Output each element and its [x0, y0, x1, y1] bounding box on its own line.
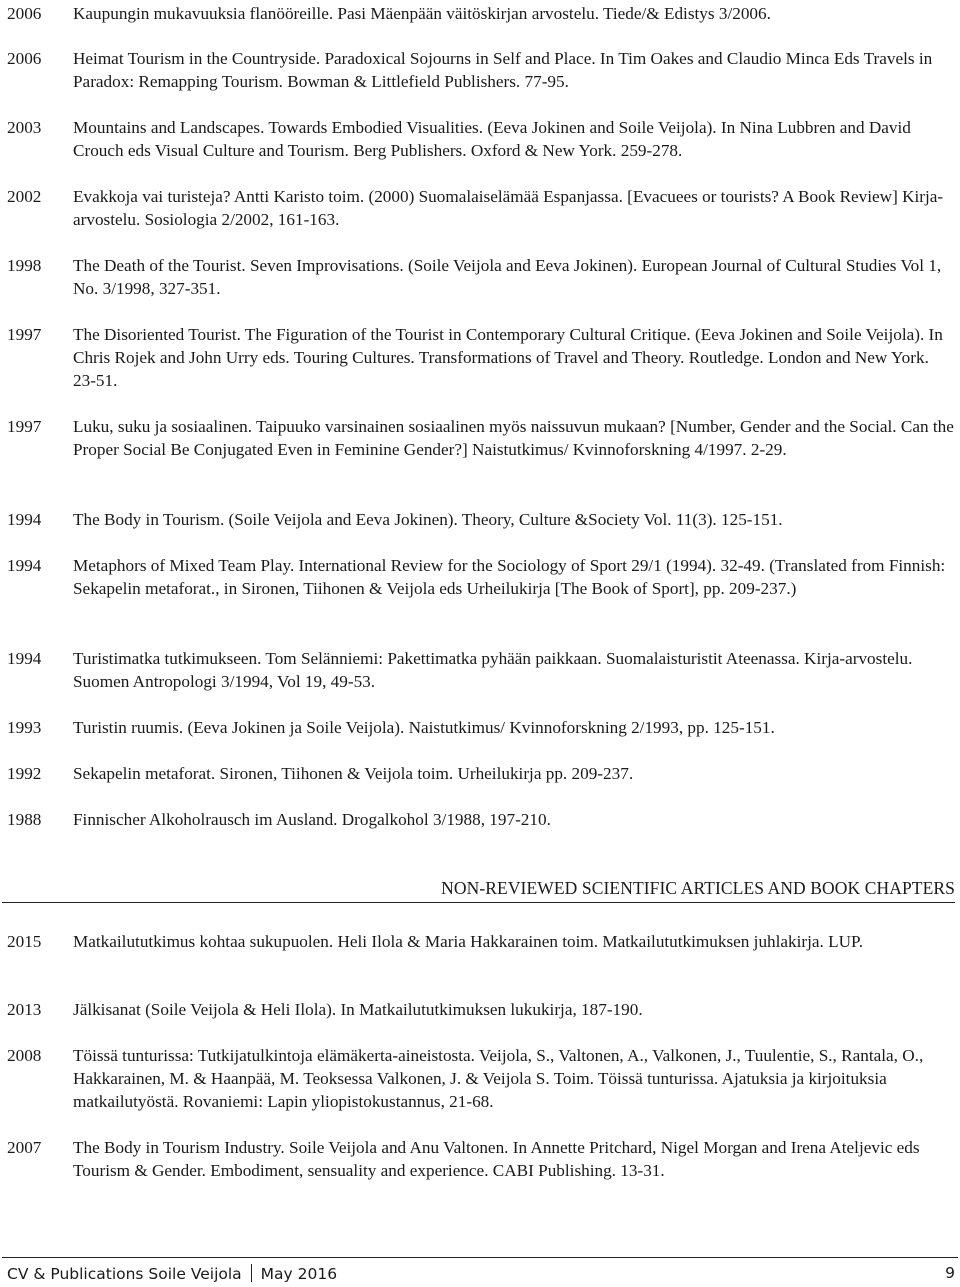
publication-year: 1988 — [7, 810, 42, 829]
publication-entry — [7, 1044, 955, 1113]
publication-entry — [7, 1136, 955, 1182]
publication-entry — [7, 930, 955, 953]
footer-left — [7, 1264, 337, 1283]
publication-text: Turistimatka tutkimukseen. Tom Selänniemi: Pakettimatka pyhään paikkaan. Suomalaisturistit Ateenassa. Kirja-arvostelu. Suomen Antropologi 3/1994, Vol 19, 49-53. — [73, 649, 913, 691]
publication-year: 1994 — [7, 510, 42, 529]
publication-text: Finnischer Alkoholrausch im Ausland. Drogalkohol 3/1988, 197-210. — [73, 810, 551, 829]
publication-text: Sekapelin metaforat. Sironen, Tiihonen & Veijola toim. Urheilukirja pp. 209-237. — [73, 764, 634, 783]
publication-text: Mountains and Landscapes. Towards Embodied Visualities. (Eeva Jokinen and Soile Veijola). In Nina Lubbren and David Crouch eds Visual Culture and Tourism. Berg Publishers. Oxford & New York. 259-278. — [73, 118, 911, 160]
publication-text: The Death of the Tourist. Seven Improvisations. (Soile Veijola and Eeva Jokinen). European Journal of Cultural Studies Vol 1, No. 3/1998, 327-351. — [73, 256, 942, 298]
publication-entry — [7, 2, 955, 25]
publication-text: The Body in Tourism. (Soile Veijola and Eeva Jokinen). Theory, Culture &Society Vol. 11(3). 125-151. — [73, 510, 783, 529]
publication-year: 1997 — [7, 325, 42, 344]
publication-year: 2006 — [7, 4, 42, 23]
publication-entry — [7, 508, 955, 531]
publication-year: 1994 — [7, 649, 42, 668]
publication-text: Metaphors of Mixed Team Play. International Review for the Sociology of Sport 29/1 (1994). 32-49. (Translated from Finnish: Sekapelin metaforat., in Sironen, Tiihonen & Veijola eds Urheilukirja [The Book of Sport], pp. 209-237.) — [73, 556, 946, 598]
publication-entry — [7, 415, 955, 461]
publication-text: Heimat Tourism in the Countryside. Paradoxical Sojourns in Self and Place. In Tim Oakes and Claudio Minca Eds Travels in Paradox: Remapping Tourism. Bowman & Littlefield Publishers. 77-95. — [73, 49, 933, 91]
publication-text: The Disoriented Tourist. The Figuration of the Tourist in Contemporary Cultural Critique. (Eeva Jokinen and Soile Veijola). In Chris Rojek and John Urry eds. Touring Cultures. Transformations of Travel and Theory. Routledge. London and New York. 23-51. — [73, 325, 943, 390]
publication-year: 2006 — [7, 49, 42, 68]
publication-entry — [7, 116, 955, 162]
publication-text: Töissä tunturissa: Tutkijatulkintoja elämäkerta-aineistosta. Veijola, S., Valtonen, A., Valkonen, J., Tuulentie, S., Rantala, O., Hakkarainen, M. & Haanpää, M. Teoksessa Valkonen, J. & Veijola S. Toim. Töissä tunturissa. Ajatuksia ja kirjoituksia matkailutyöstä. Rovaniemi: Lapin yliopistokustannus, 21-68. — [73, 1046, 924, 1111]
publication-year: 2015 — [7, 932, 42, 951]
publication-year: 1993 — [7, 718, 42, 737]
publication-year: 1992 — [7, 764, 42, 783]
publication-entry — [7, 554, 955, 600]
publication-entry — [7, 47, 955, 93]
publication-year: 1997 — [7, 417, 42, 436]
publication-text: Jälkisanat (Soile Veijola & Heli Ilola). In Matkailututkimuksen lukukirja, 187-190. — [73, 1000, 643, 1019]
publication-entry — [7, 254, 955, 300]
publication-text: The Body in Tourism Industry. Soile Veijola and Anu Valtonen. In Annette Pritchard, Nigel Morgan and Irena Ateljevic eds Tourism & Gender. Embodiment, sensuality and experience. CABI Publishing. 13-31. — [73, 1138, 920, 1180]
publication-entry — [7, 185, 955, 231]
publication-year: 2007 — [7, 1138, 42, 1157]
publication-text: Luku, suku ja sosiaalinen. Taipuuko varsinainen sosiaalinen myös naissuvun mukaan? [Number, Gender and the Social. Can the Proper Social Be Conjugated Even in Feminine Gender?] Naistutkimus/ Kvinnoforskning 4/1997. 2-29. — [73, 417, 954, 459]
footer-separator — [251, 1264, 252, 1282]
publication-year: 2003 — [7, 118, 42, 137]
section-heading: NON-REVIEWED SCIENTIFIC ARTICLES AND BOOK CHAPTERS — [2, 876, 955, 903]
publication-entry — [7, 647, 955, 693]
publication-year: 2002 — [7, 187, 42, 206]
publication-year: 2008 — [7, 1046, 42, 1065]
publication-year: 1998 — [7, 256, 42, 275]
publication-entry — [7, 716, 955, 739]
publication-entry — [7, 998, 955, 1021]
publication-entry — [7, 808, 955, 831]
publication-year: 1994 — [7, 556, 42, 575]
publication-text: Kaupungin mukavuuksia flanööreille. Pasi Mäenpään väitöskirjan arvostelu. Tiede/& Edistys 3/2006. — [73, 4, 771, 23]
publication-text: Turistin ruumis. (Eeva Jokinen ja Soile Veijola). Naistutkimus/ Kvinnoforskning 2/1993, pp. 125-151. — [73, 718, 775, 737]
publication-text: Evakkoja vai turisteja? Antti Karisto toim. (2000) Suomalaiselämää Espanjassa. [Evacuees or tourists? A Book Review] Kirja-arvostelu. Sosiologia 2/2002, 161-163. — [73, 187, 944, 229]
page-footer — [2, 1257, 958, 1287]
publication-year: 2013 — [7, 1000, 42, 1019]
publication-entry — [7, 323, 955, 392]
page-number: 9 — [945, 1264, 955, 1282]
publication-text: Matkailututkimus kohtaa sukupuolen. Heli Ilola & Maria Hakkarainen toim. Matkailututkimuksen juhlakirja. LUP. — [73, 932, 864, 951]
footer-date: May 2016 — [260, 1265, 338, 1283]
publication-entry — [7, 762, 955, 785]
footer-title: CV & Publications Soile Veijola — [7, 1265, 242, 1283]
